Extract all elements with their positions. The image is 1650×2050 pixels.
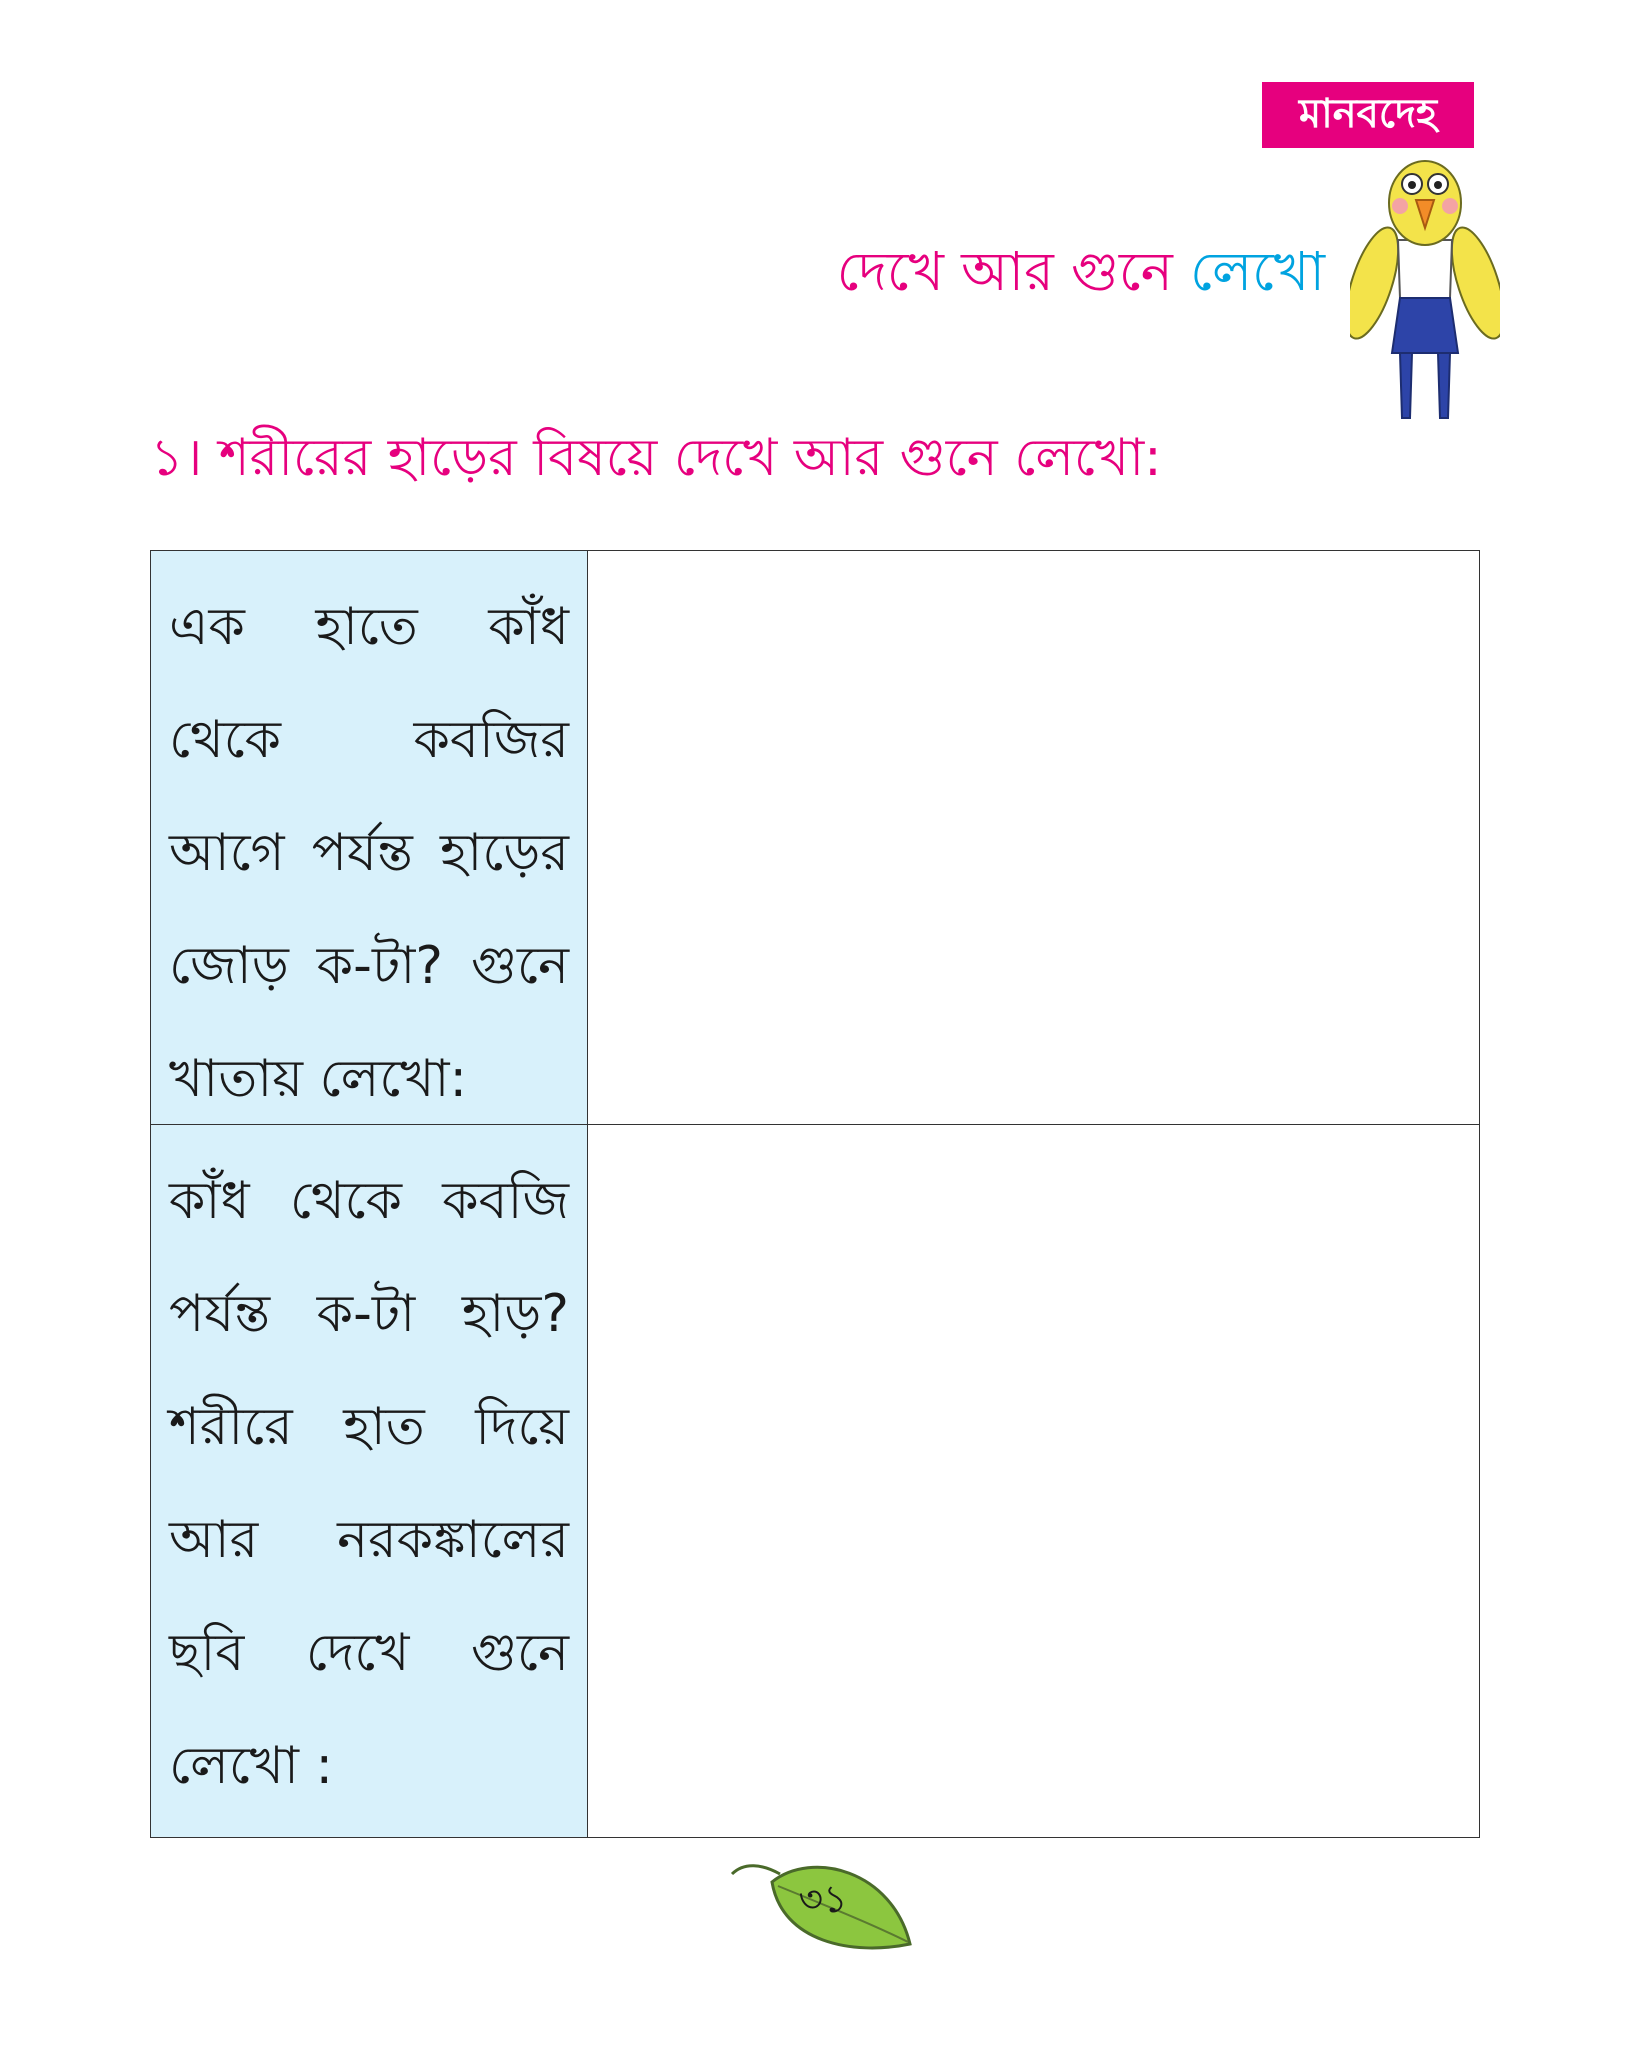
chapter-badge: মানবদেহ [1262, 82, 1474, 148]
answer-cell[interactable] [588, 551, 1479, 1124]
section-subtitle [805, 232, 1325, 312]
owl-mascot-icon [1350, 148, 1500, 428]
subtitle-part1: দেখে আর গুনে [836, 240, 1173, 303]
worksheet-table [150, 550, 1480, 1838]
answer-cell[interactable] [588, 1125, 1479, 1837]
page-number: ৩১ [798, 1877, 848, 1921]
subtitle-part2: লেখো [1190, 240, 1325, 303]
table-row [151, 551, 1479, 1125]
prompt-cell: এক হাতে কাঁধ থেকে কবজির আগে পর্যন্ত হাড়ের জোড় ক-টা? গুনে খাতায় লেখো: [151, 551, 588, 1124]
prompt-cell: কাঁধ থেকে কবজি পর্যন্ত ক-টা হাড়? শরীরে হাত দিয়ে আর নরকঙ্কালের ছবি দেখে গুনে লেখো : [151, 1125, 588, 1837]
question-1-heading: ১। শরীরের হাড়ের বিষয়ে দেখে আর গুনে লেখো: [150, 428, 1162, 488]
table-row [151, 1125, 1479, 1837]
